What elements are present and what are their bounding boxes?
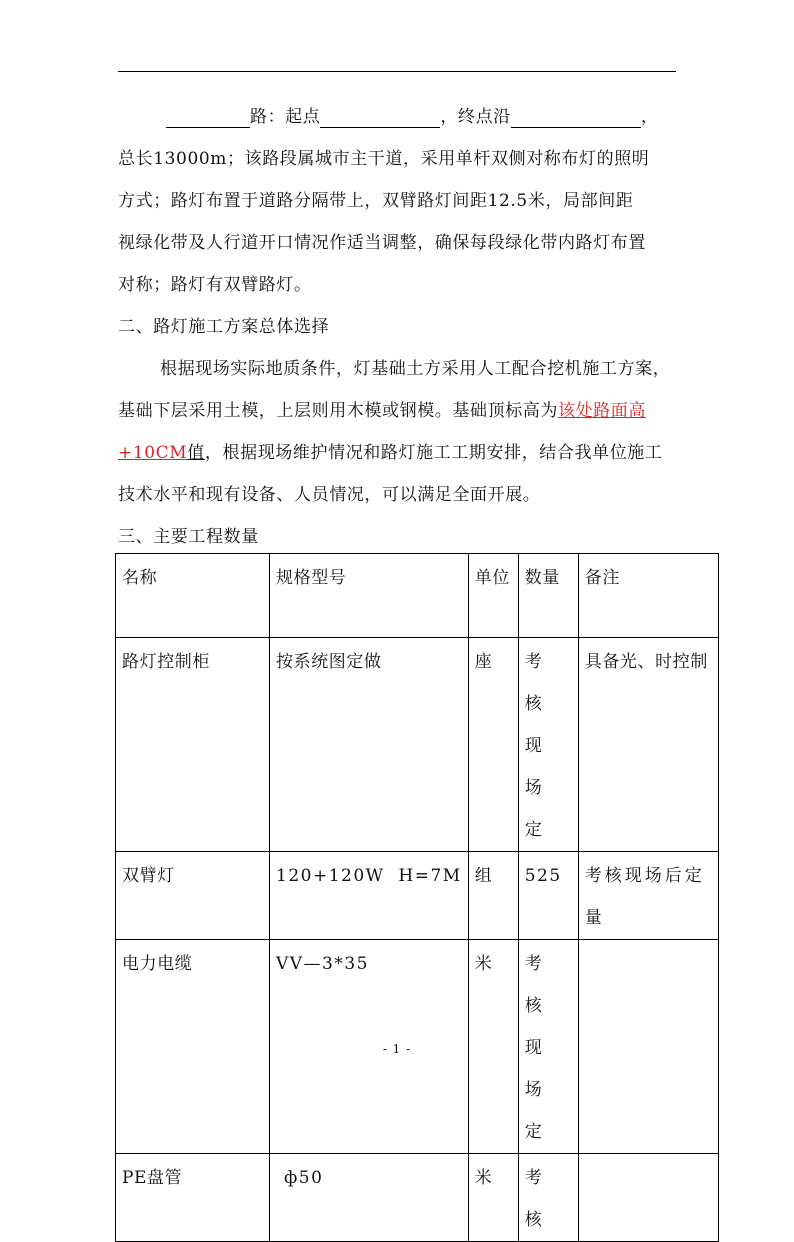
header-unit: 单位 — [468, 554, 518, 638]
table-row — [116, 638, 719, 852]
description-line-5: 对称；路灯有双臂路灯。 — [118, 275, 312, 295]
section-2-heading: 二、路灯施工方案总体选择 — [118, 317, 330, 337]
description-line-4: 视绿化带及人行道开口情况作适当调整，确保每段绿化带内路灯布置 — [118, 233, 646, 253]
cell-spec: 120+120W H=7M — [270, 852, 469, 940]
header-quantity: 数量 — [518, 554, 578, 638]
section-2-line-1: 根据现场实际地质条件，灯基础土方采用人工配合挖机施工方案， — [160, 359, 671, 379]
description-line-2: 总长13000m；该路段属城市主干道，采用单杆双侧对称布灯的照明 — [118, 149, 650, 169]
cell-name: 路灯控制柜 — [116, 638, 270, 852]
section-2-line-4: 技术水平和现有设备、人员情况，可以满足全面开展。 — [118, 485, 541, 505]
cell-name: 双臂灯 — [116, 852, 270, 940]
description-line-1 — [118, 96, 678, 138]
road-name-blank — [166, 105, 250, 128]
cell-unit: 组 — [468, 852, 518, 940]
cell-quantity: 525 — [518, 852, 578, 940]
line1-text-b: ，终点沿 — [440, 107, 511, 127]
elevation-highlight-b: +10CM — [118, 443, 188, 463]
cell-quantity: 考核现场定 — [518, 940, 578, 1154]
cell-remark: 具备光、时控制 — [578, 638, 718, 852]
cell-unit: 座 — [468, 638, 518, 852]
page-number: - 1 - — [382, 1042, 412, 1056]
table-row — [116, 852, 719, 940]
table-row — [116, 1154, 719, 1242]
header-spec: 规格型号 — [270, 554, 469, 638]
cell-quantity: 考核现场定 — [518, 638, 578, 852]
header-remark: 备注 — [578, 554, 718, 638]
cell-spec: VV—3*35 — [270, 940, 469, 1154]
cell-name: 电力电缆 — [116, 940, 270, 1154]
cell-unit: 米 — [468, 1154, 518, 1242]
description-line-3: 方式；路灯布置于道路分隔带上，双臂路灯间距12.5米，局部间距 — [118, 191, 634, 211]
section-2-line-2 — [118, 390, 678, 432]
project-description — [118, 96, 678, 558]
elevation-highlight-a: 该处路面高 — [558, 401, 646, 421]
line1-text-c: ， — [640, 107, 659, 127]
section-3-heading: 三、主要工程数量 — [118, 527, 259, 547]
end-point-blank — [511, 105, 641, 128]
cell-unit: 米 — [468, 940, 518, 1154]
cell-remark — [578, 1154, 718, 1242]
cell-name: PE盘管 — [116, 1154, 270, 1242]
quantity-table — [115, 553, 719, 1242]
start-point-blank — [320, 105, 440, 128]
cell-quantity: 考核 — [518, 1154, 578, 1242]
section-2-line-3 — [118, 432, 678, 474]
table-header-row — [116, 554, 719, 638]
elevation-value-word: 值 — [187, 443, 205, 463]
section-2-line-3-text: ，根据现场维护情况和路灯施工工期安排，结合我单位施工 — [204, 443, 663, 463]
section-2-line-2-text: 基础下层采用土模，上层则用木模或钢模。基础顶标高为 — [118, 401, 558, 421]
header-rule — [118, 71, 676, 72]
cell-spec: ф50 — [270, 1154, 469, 1242]
cell-remark: 考核现场后定量 — [578, 852, 718, 940]
cell-spec: 按系统图定做 — [270, 638, 469, 852]
line1-text-a: 路：起点 — [250, 107, 321, 127]
header-name: 名称 — [116, 554, 270, 638]
